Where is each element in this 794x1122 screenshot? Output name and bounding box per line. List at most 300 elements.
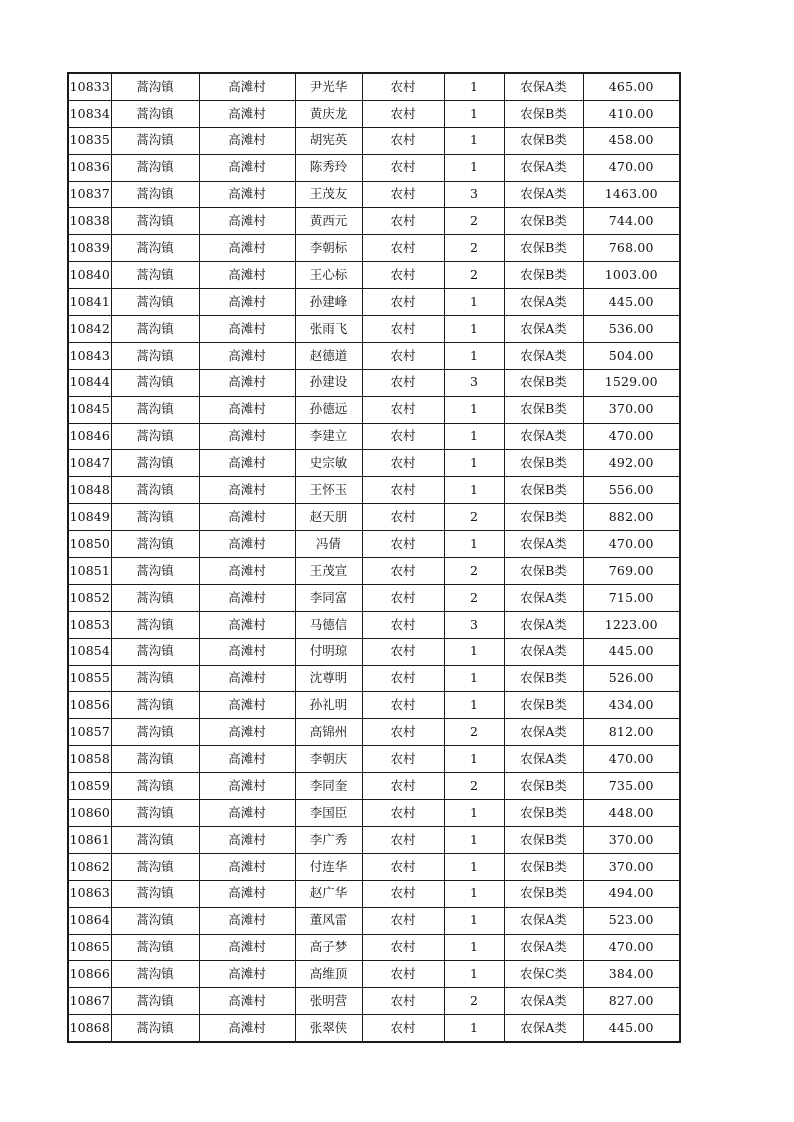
table-row [68,692,680,719]
cell-village: 高滩村 [199,208,295,235]
cell-amount: 370.00 [583,396,680,423]
cell-category: 农保C类 [504,961,583,988]
cell-id: 10866 [68,961,111,988]
table-row [68,1015,680,1042]
table-row [68,961,680,988]
cell-village: 高滩村 [199,907,295,934]
cell-id: 10859 [68,773,111,800]
cell-name: 赵广华 [295,880,362,907]
cell-category: 农保B类 [504,800,583,827]
cell-town: 蒿沟镇 [111,611,199,638]
cell-village: 高滩村 [199,423,295,450]
cell-village: 高滩村 [199,934,295,961]
cell-type: 农村 [362,450,444,477]
cell-name: 李同奎 [295,773,362,800]
table-row [68,531,680,558]
cell-village: 高滩村 [199,773,295,800]
cell-id: 10836 [68,154,111,181]
cell-name: 李国臣 [295,800,362,827]
cell-village: 高滩村 [199,719,295,746]
cell-count: 1 [444,73,504,100]
cell-id: 10856 [68,692,111,719]
cell-type: 农村 [362,531,444,558]
cell-id: 10842 [68,316,111,343]
cell-amount: 827.00 [583,988,680,1015]
cell-type: 农村 [362,262,444,289]
cell-type: 农村 [362,208,444,235]
cell-amount: 523.00 [583,907,680,934]
cell-amount: 448.00 [583,800,680,827]
roster-table [67,72,681,1043]
cell-village: 高滩村 [199,289,295,316]
cell-village: 高滩村 [199,262,295,289]
cell-amount: 458.00 [583,127,680,154]
cell-count: 2 [444,719,504,746]
cell-type: 农村 [362,638,444,665]
cell-name: 王茂友 [295,181,362,208]
table-row [68,584,680,611]
cell-category: 农保A类 [504,1015,583,1042]
cell-id: 10867 [68,988,111,1015]
table-row [68,289,680,316]
cell-name: 孙建设 [295,369,362,396]
cell-category: 农保B类 [504,477,583,504]
cell-type: 农村 [362,369,444,396]
cell-name: 黄西元 [295,208,362,235]
cell-id: 10843 [68,342,111,369]
cell-id: 10847 [68,450,111,477]
table-row [68,934,680,961]
cell-type: 农村 [362,826,444,853]
cell-amount: 434.00 [583,692,680,719]
cell-count: 1 [444,638,504,665]
cell-type: 农村 [362,719,444,746]
cell-count: 1 [444,746,504,773]
cell-id: 10862 [68,853,111,880]
cell-town: 蒿沟镇 [111,181,199,208]
cell-town: 蒿沟镇 [111,826,199,853]
cell-town: 蒿沟镇 [111,100,199,127]
table-row [68,853,680,880]
table-row [68,719,680,746]
table-row [68,73,680,100]
cell-amount: 494.00 [583,880,680,907]
cell-type: 农村 [362,665,444,692]
cell-town: 蒿沟镇 [111,73,199,100]
cell-name: 高锦州 [295,719,362,746]
table-body [68,73,680,1042]
cell-village: 高滩村 [199,961,295,988]
table-row [68,235,680,262]
cell-village: 高滩村 [199,880,295,907]
cell-amount: 470.00 [583,746,680,773]
cell-amount: 735.00 [583,773,680,800]
cell-type: 农村 [362,100,444,127]
cell-amount: 445.00 [583,1015,680,1042]
cell-type: 农村 [362,961,444,988]
cell-id: 10834 [68,100,111,127]
cell-village: 高滩村 [199,611,295,638]
cell-village: 高滩村 [199,100,295,127]
cell-category: 农保B类 [504,450,583,477]
cell-village: 高滩村 [199,853,295,880]
cell-category: 农保A类 [504,638,583,665]
cell-name: 史宗敏 [295,450,362,477]
cell-type: 农村 [362,396,444,423]
cell-town: 蒿沟镇 [111,961,199,988]
cell-amount: 769.00 [583,558,680,585]
cell-id: 10855 [68,665,111,692]
table-row [68,665,680,692]
cell-town: 蒿沟镇 [111,880,199,907]
cell-count: 1 [444,396,504,423]
cell-town: 蒿沟镇 [111,746,199,773]
cell-name: 王怀玉 [295,477,362,504]
cell-count: 1 [444,127,504,154]
table-row [68,396,680,423]
table-row [68,773,680,800]
cell-name: 李朝标 [295,235,362,262]
cell-category: 农保B类 [504,692,583,719]
cell-amount: 492.00 [583,450,680,477]
cell-count: 1 [444,477,504,504]
cell-amount: 526.00 [583,665,680,692]
cell-id: 10850 [68,531,111,558]
cell-type: 农村 [362,504,444,531]
cell-count: 1 [444,826,504,853]
cell-village: 高滩村 [199,558,295,585]
table-row [68,262,680,289]
cell-village: 高滩村 [199,584,295,611]
cell-name: 王茂宣 [295,558,362,585]
cell-count: 1 [444,880,504,907]
cell-count: 2 [444,988,504,1015]
table-row [68,826,680,853]
cell-amount: 1223.00 [583,611,680,638]
cell-amount: 465.00 [583,73,680,100]
cell-id: 10865 [68,934,111,961]
cell-type: 农村 [362,934,444,961]
cell-town: 蒿沟镇 [111,531,199,558]
cell-name: 黄庆龙 [295,100,362,127]
cell-town: 蒿沟镇 [111,800,199,827]
cell-village: 高滩村 [199,504,295,531]
cell-count: 1 [444,692,504,719]
cell-id: 10853 [68,611,111,638]
cell-town: 蒿沟镇 [111,127,199,154]
cell-village: 高滩村 [199,477,295,504]
cell-category: 农保A类 [504,719,583,746]
cell-id: 10840 [68,262,111,289]
cell-name: 高子梦 [295,934,362,961]
cell-count: 1 [444,154,504,181]
cell-count: 1 [444,961,504,988]
cell-town: 蒿沟镇 [111,316,199,343]
cell-category: 农保B类 [504,208,583,235]
table-row [68,800,680,827]
cell-id: 10851 [68,558,111,585]
cell-village: 高滩村 [199,692,295,719]
cell-category: 农保B类 [504,235,583,262]
cell-count: 1 [444,853,504,880]
cell-town: 蒿沟镇 [111,504,199,531]
cell-village: 高滩村 [199,1015,295,1042]
cell-count: 3 [444,369,504,396]
cell-id: 10861 [68,826,111,853]
cell-id: 10849 [68,504,111,531]
cell-name: 冯倩 [295,531,362,558]
cell-name: 李广秀 [295,826,362,853]
cell-type: 农村 [362,127,444,154]
cell-category: 农保A类 [504,342,583,369]
cell-name: 马德信 [295,611,362,638]
cell-name: 赵天朋 [295,504,362,531]
cell-name: 董风雷 [295,907,362,934]
cell-name: 付明琼 [295,638,362,665]
cell-category: 农保B类 [504,665,583,692]
cell-town: 蒿沟镇 [111,450,199,477]
cell-type: 农村 [362,1015,444,1042]
cell-village: 高滩村 [199,235,295,262]
cell-count: 1 [444,800,504,827]
cell-town: 蒿沟镇 [111,262,199,289]
document-sheet [67,72,681,1043]
cell-amount: 1529.00 [583,369,680,396]
cell-type: 农村 [362,73,444,100]
cell-count: 1 [444,100,504,127]
cell-amount: 1003.00 [583,262,680,289]
cell-amount: 715.00 [583,584,680,611]
cell-id: 10860 [68,800,111,827]
cell-amount: 384.00 [583,961,680,988]
cell-count: 2 [444,584,504,611]
cell-type: 农村 [362,907,444,934]
cell-category: 农保A类 [504,907,583,934]
cell-town: 蒿沟镇 [111,369,199,396]
cell-id: 10837 [68,181,111,208]
cell-name: 高维顶 [295,961,362,988]
cell-village: 高滩村 [199,638,295,665]
cell-id: 10852 [68,584,111,611]
cell-id: 10844 [68,369,111,396]
cell-town: 蒿沟镇 [111,692,199,719]
cell-village: 高滩村 [199,181,295,208]
cell-village: 高滩村 [199,746,295,773]
cell-category: 农保B类 [504,396,583,423]
cell-count: 1 [444,316,504,343]
cell-category: 农保A类 [504,531,583,558]
cell-category: 农保B类 [504,504,583,531]
cell-type: 农村 [362,773,444,800]
cell-count: 1 [444,665,504,692]
cell-name: 孙建峰 [295,289,362,316]
cell-name: 张雨飞 [295,316,362,343]
cell-id: 10841 [68,289,111,316]
cell-town: 蒿沟镇 [111,988,199,1015]
cell-name: 张明营 [295,988,362,1015]
cell-id: 10848 [68,477,111,504]
cell-count: 1 [444,1015,504,1042]
cell-name: 胡宪英 [295,127,362,154]
cell-town: 蒿沟镇 [111,396,199,423]
cell-type: 农村 [362,316,444,343]
cell-count: 2 [444,558,504,585]
cell-type: 农村 [362,746,444,773]
cell-type: 农村 [362,235,444,262]
cell-name: 孙礼明 [295,692,362,719]
cell-village: 高滩村 [199,73,295,100]
cell-amount: 445.00 [583,638,680,665]
cell-village: 高滩村 [199,154,295,181]
cell-id: 10833 [68,73,111,100]
table-row [68,988,680,1015]
cell-village: 高滩村 [199,988,295,1015]
cell-category: 农保B类 [504,880,583,907]
cell-town: 蒿沟镇 [111,154,199,181]
table-row [68,638,680,665]
cell-amount: 410.00 [583,100,680,127]
cell-town: 蒿沟镇 [111,853,199,880]
cell-name: 李朝庆 [295,746,362,773]
cell-id: 10846 [68,423,111,450]
cell-count: 2 [444,262,504,289]
cell-count: 3 [444,181,504,208]
cell-count: 1 [444,342,504,369]
cell-town: 蒿沟镇 [111,773,199,800]
cell-town: 蒿沟镇 [111,638,199,665]
cell-category: 农保A类 [504,611,583,638]
cell-category: 农保B类 [504,262,583,289]
cell-amount: 470.00 [583,531,680,558]
cell-village: 高滩村 [199,316,295,343]
cell-count: 1 [444,934,504,961]
cell-village: 高滩村 [199,127,295,154]
table-row [68,880,680,907]
cell-type: 农村 [362,584,444,611]
cell-count: 2 [444,773,504,800]
cell-id: 10838 [68,208,111,235]
cell-town: 蒿沟镇 [111,208,199,235]
cell-category: 农保A类 [504,988,583,1015]
cell-count: 1 [444,531,504,558]
cell-id: 10858 [68,746,111,773]
cell-name: 赵德道 [295,342,362,369]
cell-type: 农村 [362,477,444,504]
cell-count: 1 [444,907,504,934]
cell-town: 蒿沟镇 [111,1015,199,1042]
cell-amount: 370.00 [583,826,680,853]
cell-type: 农村 [362,880,444,907]
cell-amount: 470.00 [583,423,680,450]
cell-name: 尹光华 [295,73,362,100]
cell-amount: 768.00 [583,235,680,262]
cell-type: 农村 [362,692,444,719]
cell-category: 农保A类 [504,423,583,450]
cell-type: 农村 [362,988,444,1015]
cell-id: 10845 [68,396,111,423]
cell-category: 农保A类 [504,746,583,773]
cell-category: 农保B类 [504,369,583,396]
table-row [68,181,680,208]
cell-town: 蒿沟镇 [111,719,199,746]
cell-amount: 812.00 [583,719,680,746]
cell-name: 王心标 [295,262,362,289]
cell-category: 农保B类 [504,127,583,154]
cell-town: 蒿沟镇 [111,235,199,262]
cell-village: 高滩村 [199,531,295,558]
cell-category: 农保A类 [504,154,583,181]
table-row [68,154,680,181]
table-row [68,369,680,396]
cell-name: 张翠侠 [295,1015,362,1042]
cell-id: 10839 [68,235,111,262]
cell-village: 高滩村 [199,396,295,423]
cell-amount: 504.00 [583,342,680,369]
cell-count: 1 [444,450,504,477]
cell-amount: 445.00 [583,289,680,316]
table-row [68,611,680,638]
cell-category: 农保B类 [504,100,583,127]
cell-count: 2 [444,235,504,262]
cell-amount: 556.00 [583,477,680,504]
cell-category: 农保A类 [504,73,583,100]
cell-type: 农村 [362,611,444,638]
cell-category: 农保B类 [504,853,583,880]
cell-town: 蒿沟镇 [111,477,199,504]
cell-town: 蒿沟镇 [111,907,199,934]
cell-village: 高滩村 [199,342,295,369]
cell-count: 2 [444,504,504,531]
cell-type: 农村 [362,800,444,827]
cell-town: 蒿沟镇 [111,934,199,961]
cell-name: 沈尊明 [295,665,362,692]
table-row [68,746,680,773]
cell-town: 蒿沟镇 [111,584,199,611]
cell-amount: 536.00 [583,316,680,343]
cell-id: 10868 [68,1015,111,1042]
cell-town: 蒿沟镇 [111,289,199,316]
cell-type: 农村 [362,423,444,450]
cell-name: 李建立 [295,423,362,450]
cell-category: 农保A类 [504,934,583,961]
table-row [68,100,680,127]
cell-category: 农保A类 [504,181,583,208]
cell-amount: 1463.00 [583,181,680,208]
cell-type: 农村 [362,342,444,369]
cell-village: 高滩村 [199,369,295,396]
cell-town: 蒿沟镇 [111,665,199,692]
table-row [68,504,680,531]
cell-village: 高滩村 [199,450,295,477]
cell-name: 陈秀玲 [295,154,362,181]
table-row [68,907,680,934]
cell-town: 蒿沟镇 [111,342,199,369]
cell-type: 农村 [362,853,444,880]
cell-name: 付连华 [295,853,362,880]
cell-type: 农村 [362,181,444,208]
table-row [68,316,680,343]
cell-name: 孙德远 [295,396,362,423]
cell-count: 1 [444,289,504,316]
cell-category: 农保B类 [504,558,583,585]
cell-type: 农村 [362,289,444,316]
cell-category: 农保A类 [504,289,583,316]
cell-id: 10864 [68,907,111,934]
table-row [68,477,680,504]
cell-village: 高滩村 [199,826,295,853]
cell-category: 农保B类 [504,826,583,853]
cell-count: 2 [444,208,504,235]
